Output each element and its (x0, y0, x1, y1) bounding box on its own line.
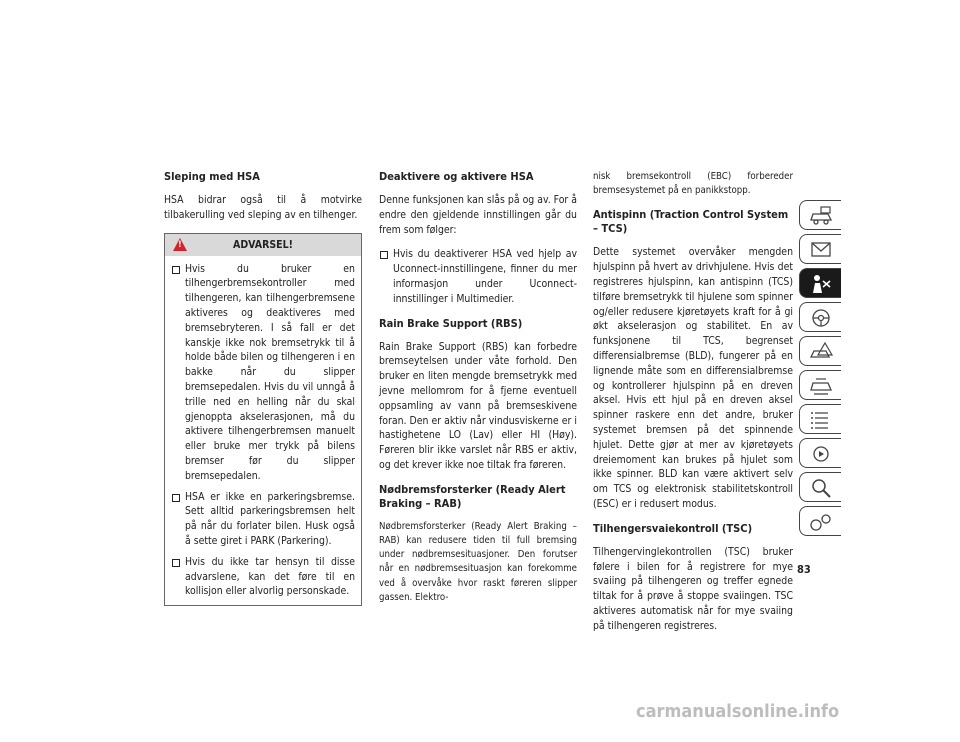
index-icon (808, 511, 834, 533)
paragraph: Dette systemet overvåker mengden hjulspinn på hvert av drivhjulene. Hvis det registreres hjulspinn, kan antispinn (TCS) tilføre bremsetrykk til hjulene som spinner og/eller redusere kjøretøyets kraft for å gi økt akselerasjon og stabilitet. En av funksjonene til TCS, begrenset differensialbremse (BLD), fungerer på en lignende måte som en differensialbremse og kontrollerer hjulspinn på en dreven aksel. Hvis ett hjul på en dreven aksel spinner raskere enn det andre, bruker systemet bremsen på det spinnende hjulet. Dette gjør at mer av kjøretøyets dreiemoment kan brukes på hjulet som ikke spinner. BLD kan være aktivert selv om TCS og elektronisk stabilitetskontroll (ESC) er i redusert modus. (593, 246, 793, 510)
chapter-tab[interactable] (799, 370, 841, 400)
bullet-list (379, 247, 577, 306)
paragraph: Denne funksjonen kan slås på og av. For å endre den gjeldende innstillingen går du frem som følger: (379, 194, 577, 236)
chapter-tab[interactable] (799, 268, 841, 298)
section-heading-rbs: Rain Brake Support (RBS) (379, 316, 523, 330)
paragraph: Nødbremsforsterker (Ready Alert Braking – RAB) kan redusere tiden til full bremsing under nødbremsesituasjoner. Den forutser når en nødbremsesituasjon kan forekomme ved å overvåke hvor raskt føreren slipper gassen. Elektro- (379, 520, 577, 603)
car-info-icon (808, 205, 834, 227)
column-middle (379, 170, 577, 615)
warning-title: ADVARSEL! (233, 238, 293, 251)
chapter-tabs (799, 200, 841, 540)
chapter-tab[interactable] (799, 200, 841, 230)
paragraph: nisk bremsekontroll (EBC) forbereder bremsesystemet på en panikkstopp. (593, 171, 793, 197)
search-icon (808, 477, 834, 499)
warning-triangle-icon (173, 238, 187, 251)
section-heading-hsa-towing: Sleping med HSA (164, 170, 260, 183)
warning-header (165, 234, 361, 256)
chapter-tab[interactable] (799, 336, 841, 366)
warning-car-icon (808, 341, 834, 363)
paragraph: Tilhengervinglekontrollen (TSC) bruker følere i bilen for å registrere for mye svaiing på tilhengeren og treffer egnede tiltak for å prøve å stoppe svaiingen. TSC aktiveres automatisk når for mye svaiing på tilhengeren registreres. (593, 545, 793, 632)
column-right (593, 170, 793, 644)
chapter-tab[interactable] (799, 506, 841, 536)
watermark-footer: carmanualsonline.info (636, 701, 840, 722)
warning-item: Hvis du bruker en tilhengerbremsekontroller med tilhengeren, kan tilhengerbremsene aktiveres og deaktiveres med bremsebryteren. I så fall er det kanskje ikke nok bremsetrykk til å holde både bilen og tilhengeren i en bakke når du slipper bremsepedalen. Hvis du vil unngå å trille ned en helling når du skal gjenoppta akselerasjonen, må du aktivere tilhengerbremsen manuelt eller bruke mer trykk på bilens bremser før du slipper bremsepedalen. (171, 262, 355, 484)
specifications-icon (808, 409, 834, 431)
safety-occupant-icon (808, 273, 834, 295)
bullet-item: Hvis du deaktiverer HSA ved hjelp av Uconnect-innstillingene, finner du mer informasjon under Uconnect-innstillinger i Multimedier. (379, 247, 577, 306)
warning-list (171, 262, 355, 600)
car-service-icon (808, 375, 834, 397)
paragraph: HSA bidrar også til å motvirke tilbakerulling ved sleping av en tilhenger. (164, 194, 362, 221)
steering-wheel-icon (808, 307, 834, 329)
paragraph: Rain Brake Support (RBS) kan forbedre bremseytelsen under våte forhold. Den bruker en liten mengde bremsetrykk med jevne mellomrom for å fjerne eventuell oppsamling av vann på bremseskivene foran. Den er aktiv når vindusviskerne er i hastighetene LO (Lav) eller HI (Høy). Føreren blir ikke varslet når RBS er aktiv, og det krever ikke noe tiltak fra føreren. (379, 340, 577, 471)
mail-icon (808, 239, 834, 261)
chapter-tab[interactable] (799, 472, 841, 502)
chapter-tab[interactable] (799, 438, 841, 468)
warning-box (164, 233, 362, 607)
section-heading-tcs: Antispinn (Traction Control System – TCS) (593, 208, 789, 236)
section-heading-rab: Nødbremsforsterker (Ready Alert Braking – RAB) (379, 482, 566, 510)
warning-item: Hvis du ikke tar hensyn til disse advarslene, kan det føre til en kollisjon eller alvorlig personskade. (171, 555, 355, 599)
multimedia-icon (808, 443, 834, 465)
chapter-tab[interactable] (799, 234, 841, 264)
chapter-tab[interactable] (799, 404, 841, 434)
warning-item: HSA er ikke en parkeringsbremse. Sett alltid parkeringsbremsen helt på når du forlater bilen. Husk også å sette giret i PARK (Parkering). (171, 490, 355, 549)
column-left (164, 170, 362, 606)
section-heading-hsa-toggle: Deaktivere og aktivere HSA (379, 170, 534, 183)
section-heading-tsc: Tilhengersvaiekontroll (TSC) (593, 521, 753, 535)
chapter-tab[interactable] (799, 302, 841, 332)
page-number: 83 (797, 563, 811, 576)
